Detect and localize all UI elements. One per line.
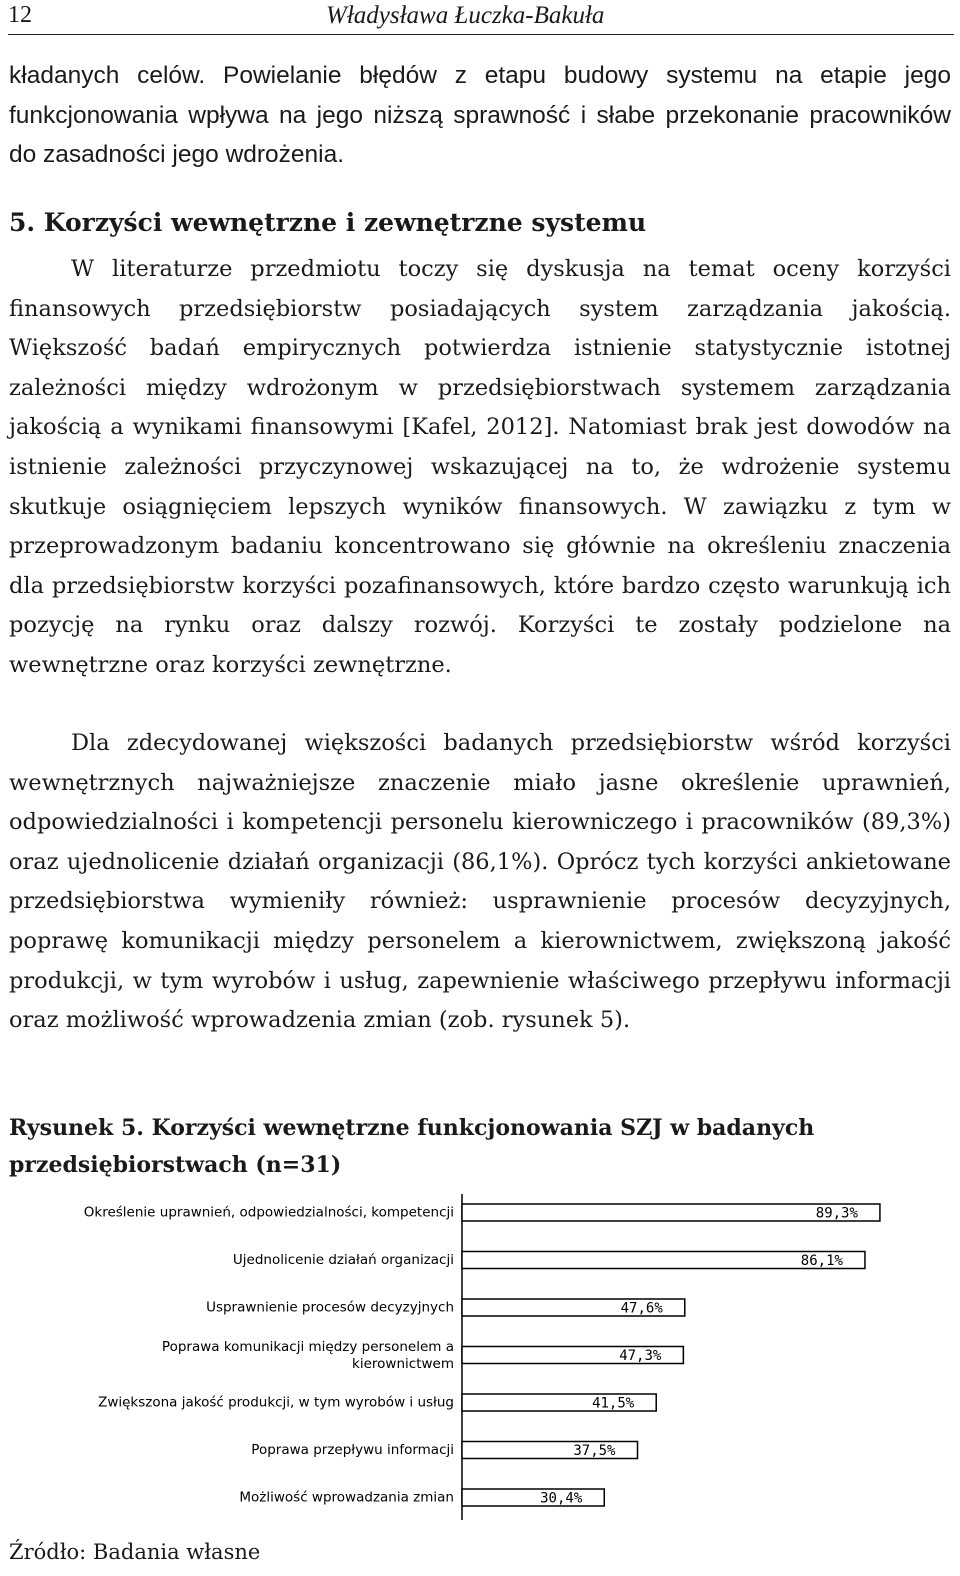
- chart-bar: [462, 1489, 604, 1506]
- chart-category-label: Ujednolicenie działań organizacji: [232, 1252, 454, 1268]
- page-header: [8, 0, 954, 35]
- chart-value-label: 47,3%: [619, 1348, 662, 1364]
- chart-value-label: 47,6%: [620, 1300, 663, 1317]
- chart-value-label: 30,4%: [540, 1490, 583, 1507]
- paragraph-body-1: W literaturze przedmiotu toczy się dyskusja na temat oceny korzyści finansowych przedsiębiorstw posiadających system zarządzania jakością. Większość badań empirycznych potwierdza istnienie statystycznie istotnej zależności między wdrożonym w przedsiębiorstwach systemem zarządzania jakością a wynikami finansowymi [Kafel, 2012]. Natomiast brak jest dowodów na istnienie zależności przyczynowej wskazującej na to, że wdrożenie systemu skutkuje osiągnięciem lepszych wyników finansowych. W zawiązku z tym w przeprowadzonym badaniu koncentrowano się głównie na określeniu znaczenia dla przedsiębiorstw korzyści pozafinansowych, które bardzo często warunkują ich pozycję na rynku oraz dalszy rozwój. Korzyści te zostały podzielone na wewnętrzne oraz korzyści zewnętrzne.: [9, 256, 951, 678]
- chart-value-label: 37,5%: [573, 1443, 616, 1459]
- chart-value-label: 89,3%: [815, 1205, 858, 1222]
- chart-category-label: Możliwość wprowadzania zmian: [239, 1489, 454, 1506]
- chart-category-label: Określenie uprawnień, odpowiedzialności, kompetencji: [83, 1204, 454, 1221]
- chart-category-label: Poprawa przepływu informacji: [251, 1442, 454, 1458]
- running-head: Władysława Łuczka-Bakuła: [326, 2, 605, 29]
- chart-value-label: 41,5%: [592, 1395, 635, 1412]
- figure-caption: Rysunek 5. Korzyści wewnętrzne funkcjonowania SZJ w badanych przedsiębiorstwach (n=31): [9, 1115, 815, 1178]
- chart-value-label: 86,1%: [800, 1253, 843, 1269]
- paragraph-body-2: Dla zdecydowanej większości badanych przedsiębiorstw wśród korzyści wewnętrznych najważniejsze znaczenie miało jasne określenie uprawnień, odpowiedzialności i kompetencji personelu kierowniczego i pracowników (89,3%) oraz ujednolicenie działań organizacji (86,1%). Oprócz tych korzyści ankietowane przedsiębiorstwa wymieniły również: usprawnienie procesów decyzyjnych, poprawę komunikacji między personelem a kierownictwem, zwiększoną jakość produkcji, w tym wyrobów i usług, zapewnienie właściwego przepływu informacji oraz możliwość wprowadzenia zmian (zob. rysunek 5).: [9, 730, 951, 1034]
- chart-category-label: Zwiększona jakość produkcji, w tym wyrobów i usług: [98, 1394, 454, 1411]
- chart-category-label: Poprawa komunikacji między personelem a: [161, 1339, 454, 1355]
- paragraph-intro: kładanych celów. Powielanie błędów z etapu budowy systemu na etapie jego funkcjonowania wpływa na jego niższą sprawność i słabe przekonanie pracowników do zasadności jego wdrożenia.: [9, 62, 951, 169]
- section-heading: 5. Korzyści wewnętrzne i zewnętrzne systemu: [9, 208, 647, 237]
- chart-category-label: kierownictwem: [352, 1356, 454, 1372]
- chart-category-label: Usprawnienie procesów decyzyjnych: [206, 1299, 454, 1316]
- page-number: 12: [8, 2, 32, 28]
- bar-chart: [0, 1190, 960, 1530]
- figure-source: Źródło: Badania własne: [9, 1540, 261, 1564]
